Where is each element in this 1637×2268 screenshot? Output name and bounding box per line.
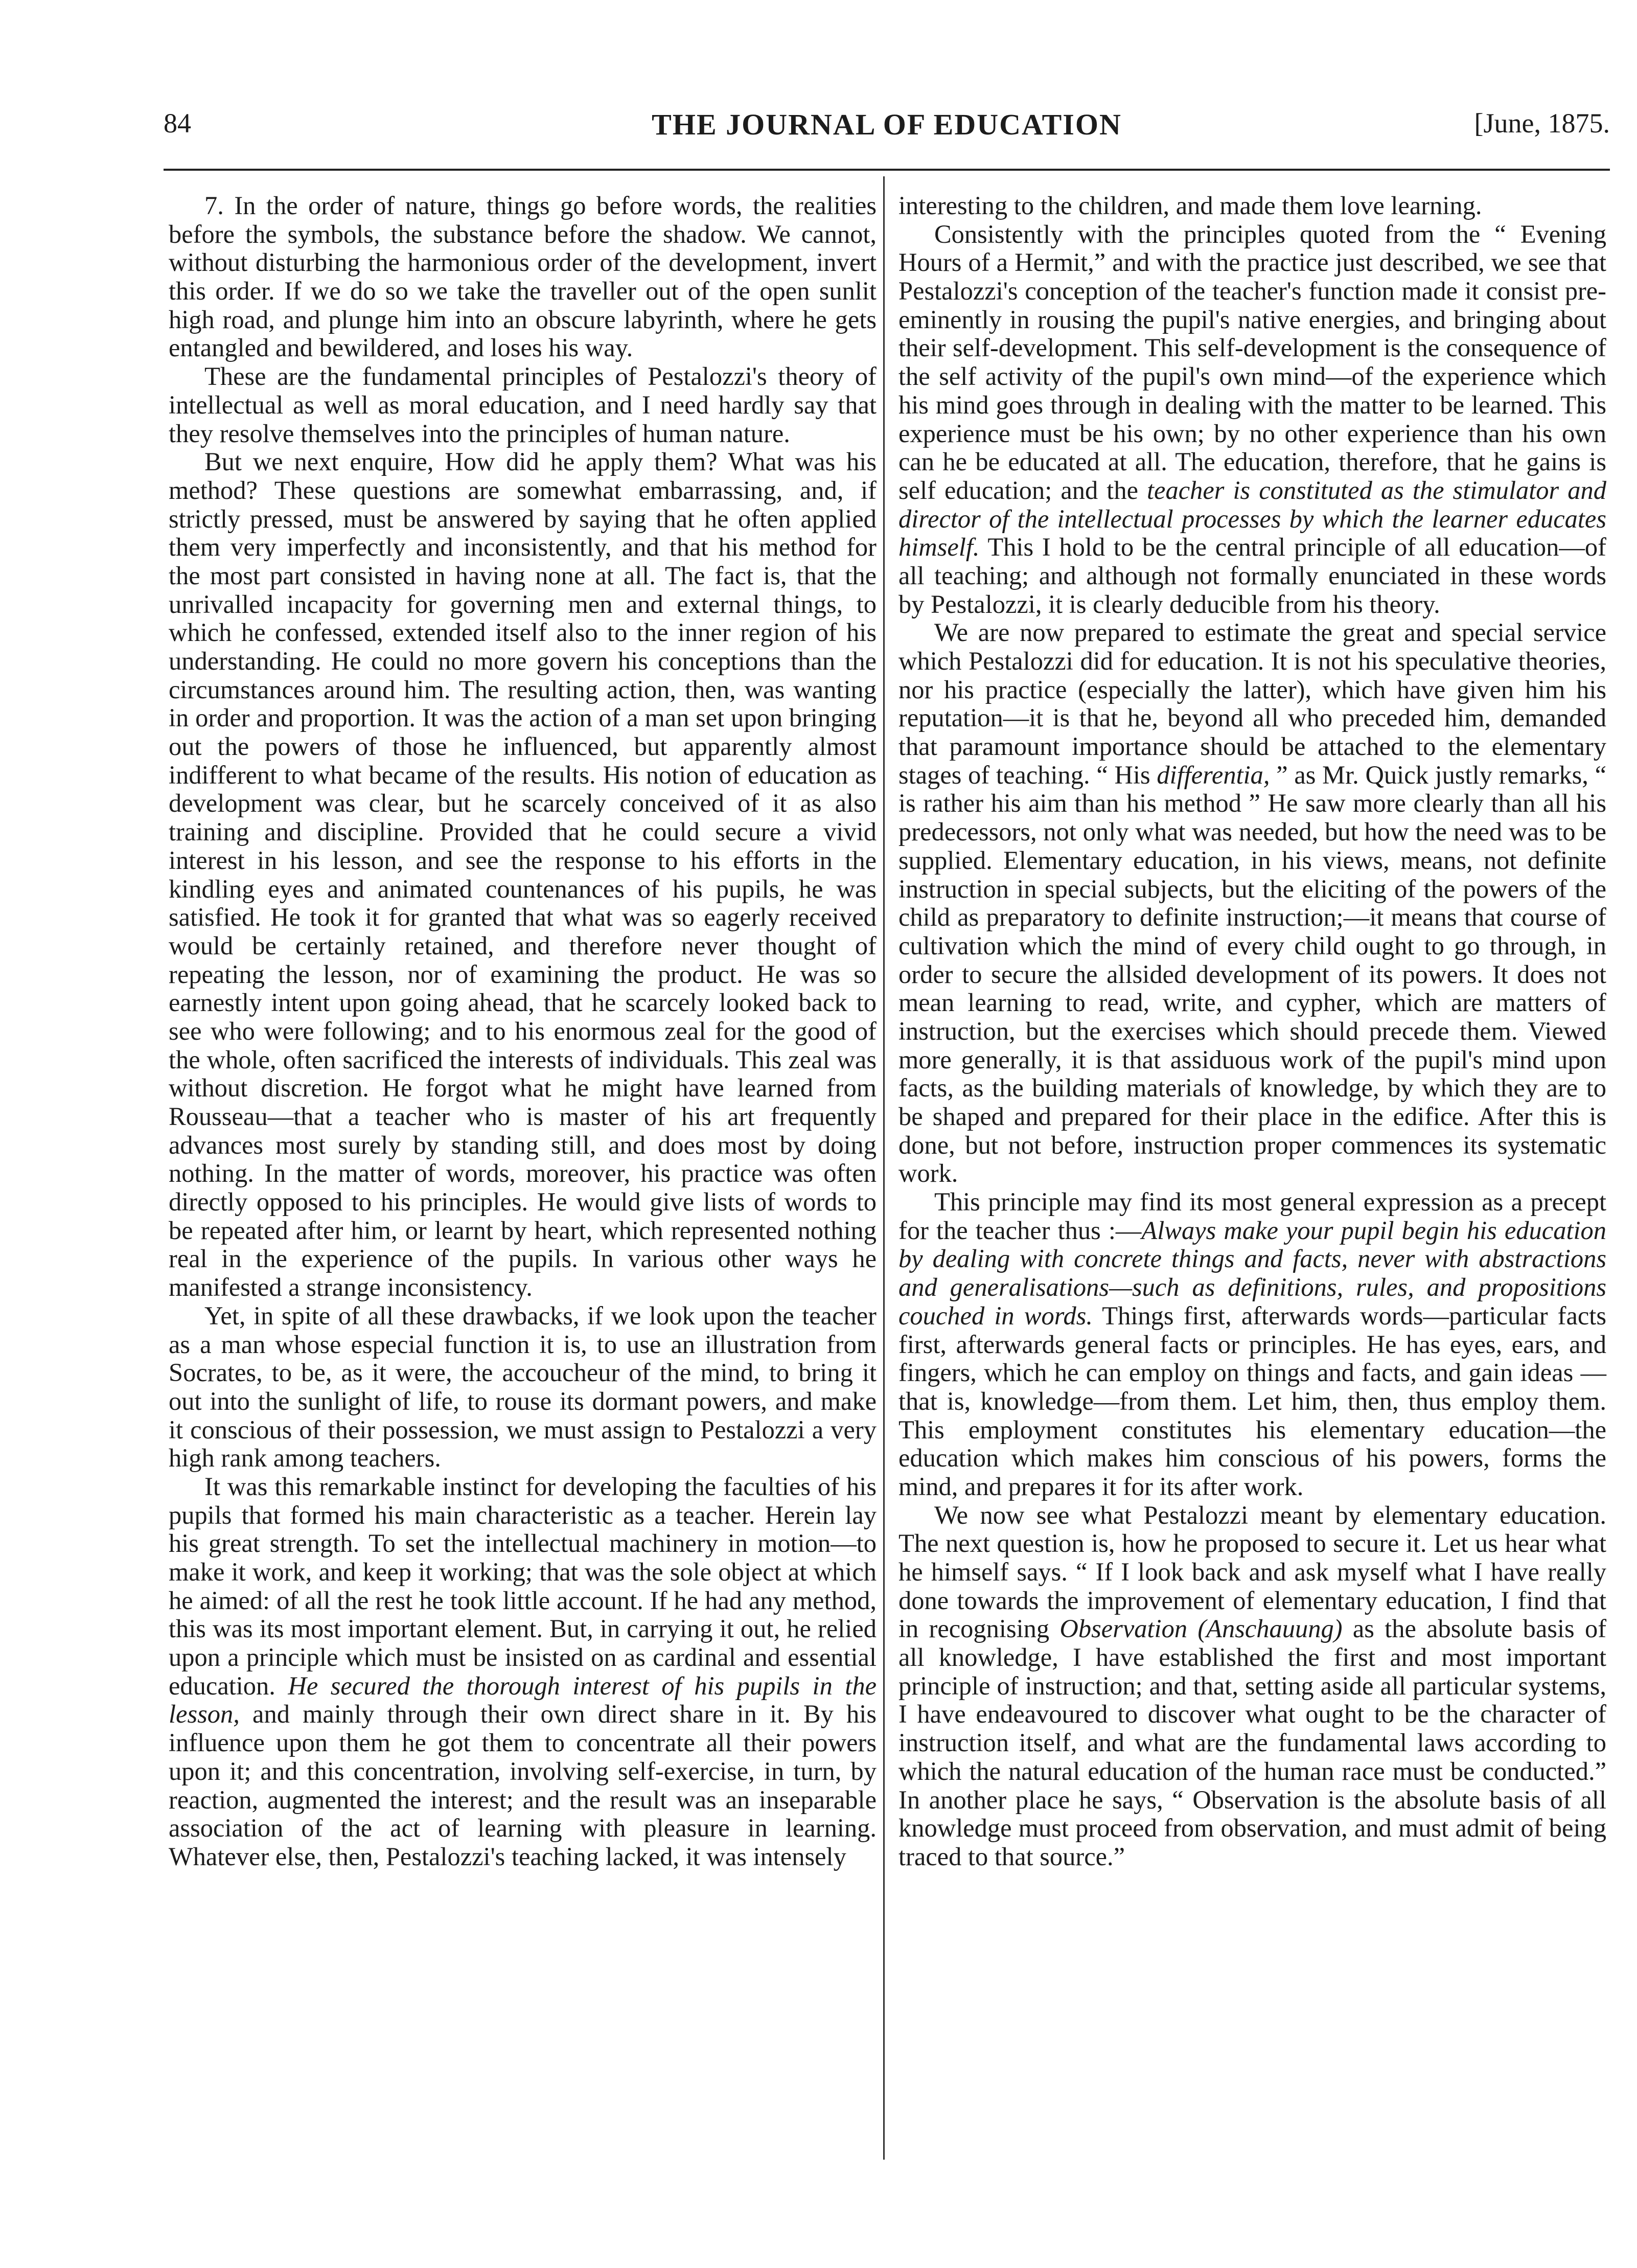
- text-run: and mainly through their own direct share in it. By his influence upon them he got them to concentrate all their powers upon it; and this concentration, involving self-exercise, in turn, by reaction, augmented the interest; and the result was an inseparable association of the act of learning with pleasure in learning. Whatever else, then, Pestalozzi's teaching lacked, it was intensely: [169, 1700, 877, 1871]
- text-run: ” as Mr. Quick justly remarks, “ is rather his aim than his method ” He saw more clearly than all his predecessors, not only what was needed, but how the need was to be supplied. Elementary education, in his views, means, not definite instruction in special subjects, but the eliciting of the powers of the child as preparatory to definite instruction;—it means that course of cultivation which the mind of every child ought to go through, in order to secure the allsided development of its powers. It does not mean learning to read, write, and cypher, which are matters of instruction, but the exercises which should precede them. Viewed more generally, it is that assiduous work of the pupil's mind upon facts, as the building materials of knowledge, by which they are to be shaped and prepared for their place in the edifice. After this is done, but not before, instruction proper commences its systematic work.: [898, 760, 1606, 1188]
- text-run: as the absolute basis of all knowledge, I have established the first and most important principle of instruction; and that, setting aside all particular systems, I have endeavoured to discover what ought to be the character of instruction itself, and what are the fundamental laws according to which the natural education of the human race must be conducted.” In another place he says, “ Observation is the absolute basis of all knowledge must proceed from observation, and must admit of being traced to that source.”: [898, 1614, 1607, 1871]
- text-run: We now see what Pestalozzi meant by elementary education. The next question is, how he proposed to secure it. Let us hear what he himself says. “ If I look back and ask myself what I have really done towards the improvement of elementary education, I find that in recognising: [898, 1500, 1606, 1643]
- left-column: [169, 192, 877, 1871]
- header-rule: [164, 169, 1610, 171]
- text-run: We are now prepared to estimate the great and special service which Pestalozzi did for education. It is not his speculative theories, nor his practice (especially the latter), which have given him his reputation—it is that he, beyond all who preceded him, demanded that paramount importance should be attached to the elementary stages of teaching. “ His: [898, 618, 1606, 789]
- italic-text: Always make your pupil begin his education by dealing with concrete things and facts, never with abstractions and generalisations—such as definitions, rules, and propositions couched in words.: [898, 1216, 1607, 1330]
- paragraph: [898, 1501, 1606, 1871]
- paragraph: But we next enquire, How did he apply them? What was his method? These questions are somewhat embarrassing, and, if strictly pressed, must be answered by saying that he often applied them very imperfectly and inconsistently, and that his method for the most part consisted in having none at all. The fact is, that the unrivalled incapacity for governing men and external things, to which he confessed, extended itself also to the inner region of his understanding. He could no more govern his conceptions than the circumstances around him. The resulting action, then, was wanting in order and proportion. It was the action of a man set upon bringing out the powers of those he influenced, but apparently almost indifferent to what became of the results. His notion of education as development was clear, but he scarcely conceived of it as also training and discipline. Provided that he could secure a vivid interest in his lesson, and see the response to his efforts in the kindling eyes and animated countenances of his pupils, he was satisfied. He took it for granted that what was so eagerly received would be certainly retained, and therefore never thought of repeating the lesson, nor of examining the product. He was so earnestly intent upon going ahead, that he scarcely looked back to see who were following; and to his enormous zeal for the good of the whole, often sacrificed the interests of individuals. This zeal was without discretion. He forgot what he might have learned from Rousseau—that a teacher who is master of his art frequently advances most surely by standing still, and does most by doing nothing. In the matter of words, moreover, his practice was often directly opposed to his principles. He would give lists of words to be repeated after him, or learnt by heart, which represented nothing real in the experience of the pupils. In various other ways he manifested a strange inconsistency.: [169, 447, 877, 1302]
- paragraph: [898, 618, 1606, 1188]
- page-number: 84: [164, 108, 191, 139]
- text-run: This I hold to be the central principle of all education—of all teaching; and although not formally enunciated in these words by Pestalozzi, it is clearly deducible from his theory.: [898, 533, 1606, 618]
- italic-text: teacher is constituted as the stimulator and director of the intellectual processes by which the learner educates himself.: [898, 475, 1606, 562]
- text-run: Things first, afterwards words—particular facts first, afterwards general facts or principles. He has eyes, ears, and fingers, which he can employ on things and facts, and gain ideas —that is, knowledge—from them. Let him, then, thus employ them. This employment constitutes his elementary education—the education which makes him conscious of his powers, forms the mind, and prepares it for its after work.: [898, 1301, 1606, 1501]
- right-column: [898, 192, 1606, 1871]
- paragraph: [898, 1188, 1606, 1501]
- issue-date: [June, 1875.: [1474, 108, 1610, 139]
- journal-title: THE JOURNAL OF EDUCATION: [652, 108, 1122, 141]
- italic-text: differentia,: [1157, 760, 1270, 789]
- page-header: [164, 107, 1610, 148]
- italic-text: Observation (Anschauung): [1059, 1614, 1343, 1643]
- italic-text: He secured the thorough interest of his pupils in the lesson,: [169, 1671, 877, 1729]
- text-run: Consistently with the principles quoted from the “ Evening Hours of a Hermit,” and with the practice just described, we see that Pestalozzi's conception of the teacher's function made it consist pre-eminently in rousing the pupil's native energies, and bringing about their self-development. This self-development is the consequence of the self activity of the pupil's own mind—of the experience which his mind goes through in dealing with the matter to be learned. This experience must be his own; by no other experience than his own can he be educated at all. The education, therefore, that he gains is self education; and the: [898, 219, 1606, 505]
- paragraph: Yet, in spite of all these drawbacks, if we look upon the teacher as a man whose especial function it is, to use an illustration from Socrates, to be, as it were, the accoucheur of the mind, to bring it out into the sunlight of life, to rouse its dormant powers, and make it conscious of their possession, we must assign to Pestalozzi a very high rank among teachers.: [169, 1301, 877, 1473]
- paragraph: These are the fundamental principles of Pestalozzi's theory of intellectual as well as moral education, and I need hardly say that they resolve themselves into the principles of human nature.: [169, 362, 877, 448]
- text-run: This principle may find its most general expression as a precept for the teacher thus :—: [898, 1187, 1606, 1245]
- text-run: It was this remarkable instinct for developing the faculties of his pupils that formed his main characteristic as a teacher. Herein lay his great strength. To set the intellectual machinery in motion—to make it work, and keep it working; that was the sole object at which he aimed: of all the rest he took little account. If he had any method, this was its most important element. But, in carrying it out, he relied upon a principle which must be insisted on as cardinal and essential education.: [169, 1472, 877, 1700]
- column-divider: [883, 176, 885, 2160]
- paragraph: [169, 1473, 877, 1871]
- paragraph-continuation: interesting to the children, and made them love learning.: [898, 191, 1482, 220]
- paragraph: 7. In the order of nature, things go before words, the realities before the symbols, the substance before the shadow. We cannot, without disturbing the harmonious order of the development, invert this order. If we do so we take the traveller out of the open sunlit high road, and plunge him into an obscure labyrinth, where he gets entangled and bewildered, and loses his way.: [169, 191, 877, 362]
- paragraph: [898, 220, 1606, 619]
